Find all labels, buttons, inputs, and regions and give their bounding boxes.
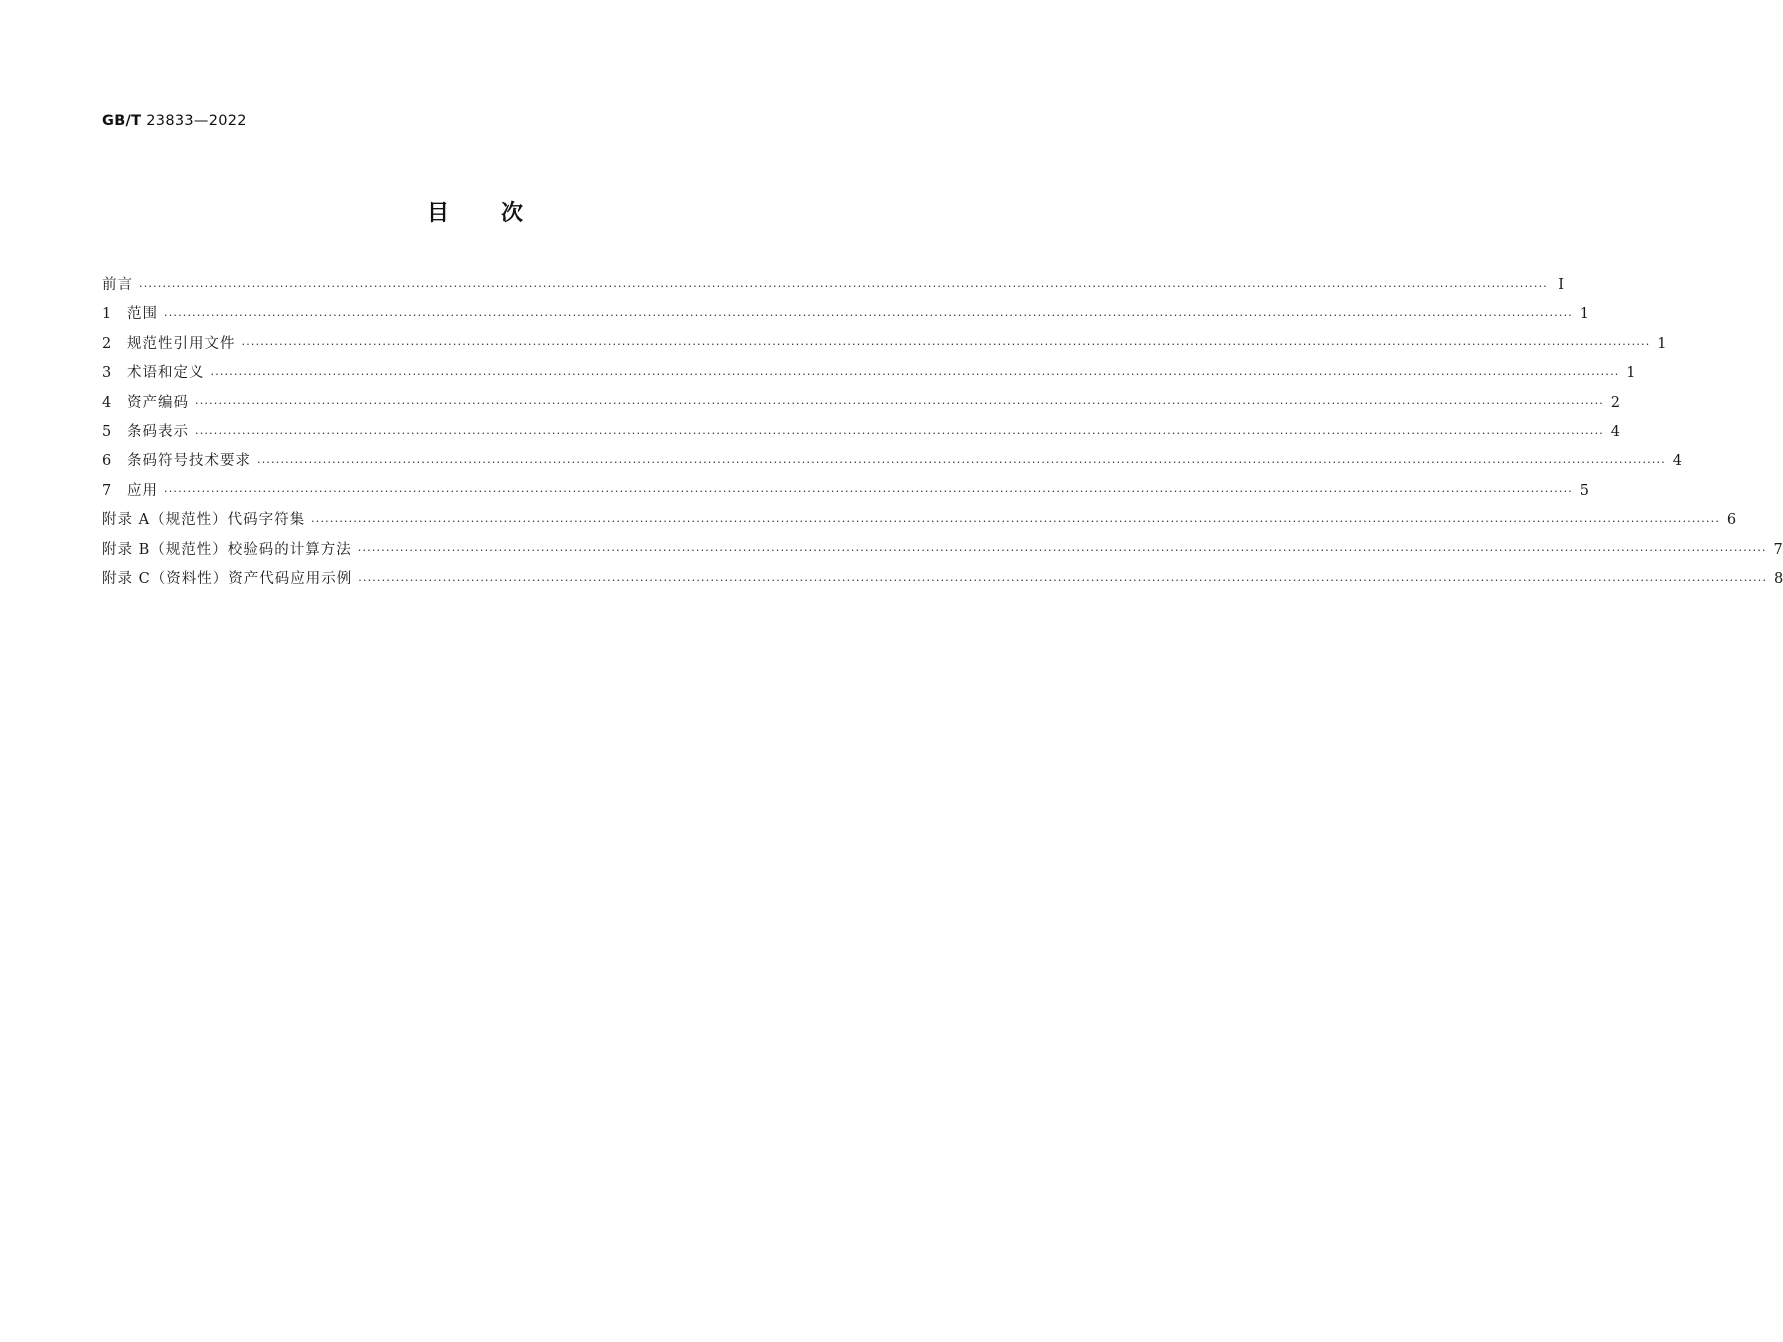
toc-entry-number: 7 <box>102 482 112 499</box>
toc-entry-application[interactable] <box>102 477 1589 506</box>
toc-entry-label: 条码符号技术要求 <box>127 453 251 470</box>
toc-entry-number: 3 <box>102 365 112 382</box>
toc-entry-page: 4 <box>1610 423 1620 440</box>
toc-title: 目次 <box>426 201 575 226</box>
toc-entry-label: 规范性引用文件 <box>127 335 236 352</box>
table-of-contents <box>102 271 1783 594</box>
toc-entry-label: 术语和定义 <box>127 365 205 382</box>
toc-entry-annex-label: 附录 C（资料性） <box>102 570 229 587</box>
toc-entry-scope[interactable] <box>102 300 1589 329</box>
dot-leader: ············································································································································································································································································································ <box>358 573 1768 587</box>
toc-entry-barcode-representation[interactable] <box>102 418 1620 447</box>
toc-entry-page: 8 <box>1773 570 1783 587</box>
toc-entry-label: 范围 <box>127 306 158 323</box>
toc-entry-label: 资产代码应用示例 <box>228 570 353 587</box>
toc-entry-number: 6 <box>102 453 112 470</box>
dot-leader: ············································································································································································································································································································ <box>164 309 1573 323</box>
toc-entry-terms-definitions[interactable] <box>102 359 1636 388</box>
toc-entry-label: 校验码的计算方法 <box>227 541 352 558</box>
toc-entry-number: 5 <box>102 423 112 440</box>
toc-entry-foreword[interactable] <box>102 271 1564 300</box>
toc-entry-annex-a[interactable] <box>102 506 1737 535</box>
dot-leader: ············································································································································································································································································································ <box>210 367 1620 381</box>
toc-entry-number: 2 <box>102 335 112 352</box>
toc-entry-page: 5 <box>1579 482 1589 499</box>
dot-leader: ············································································································································································································································································································ <box>257 456 1666 470</box>
toc-entry-annex-c[interactable] <box>102 565 1783 594</box>
dot-leader: ············································································································································································································································································································ <box>311 514 1721 528</box>
toc-entry-label: 代码字符集 <box>227 512 306 529</box>
standard-code: GB/T <box>102 113 142 129</box>
dot-leader: ············································································································································································································································································································ <box>357 544 1767 558</box>
toc-entry-page: 6 <box>1726 512 1737 529</box>
dot-leader: ············································································································································································································································································································ <box>195 426 1604 440</box>
dot-leader: ············································································································································································································································································································ <box>164 485 1573 499</box>
toc-entry-page: 7 <box>1773 541 1783 558</box>
toc-entry-normative-references[interactable] <box>102 330 1667 359</box>
toc-entry-page: Ⅰ <box>1558 277 1564 293</box>
dot-leader: ············································································································································································································································································································ <box>139 279 1548 293</box>
toc-entry-number: 1 <box>102 306 112 323</box>
toc-entry-barcode-symbol-requirements[interactable] <box>102 447 1682 476</box>
toc-entry-label: 条码表示 <box>127 423 189 440</box>
standard-number: 23833—2022 <box>146 113 247 129</box>
toc-entry-page: 1 <box>1579 306 1589 323</box>
toc-entry-label: 前言 <box>102 277 133 293</box>
dot-leader: ············································································································································································································································································································ <box>241 338 1651 352</box>
toc-entry-page: 4 <box>1672 453 1682 470</box>
toc-entry-asset-coding[interactable] <box>102 389 1620 418</box>
toc-entry-page: 1 <box>1657 335 1667 352</box>
toc-entry-annex-b[interactable] <box>102 536 1783 565</box>
toc-entry-annex-label: 附录 B（规范性） <box>102 541 228 558</box>
toc-entry-number: 4 <box>102 394 112 411</box>
toc-entry-annex-label: 附录 A（规范性） <box>102 512 228 529</box>
toc-entry-label: 资产编码 <box>127 394 189 411</box>
toc-entry-page: 1 <box>1626 365 1636 382</box>
toc-entry-page: 2 <box>1610 394 1620 411</box>
page-header <box>102 113 247 129</box>
toc-entry-label: 应用 <box>127 482 158 499</box>
dot-leader: ············································································································································································································································································································ <box>195 397 1604 411</box>
